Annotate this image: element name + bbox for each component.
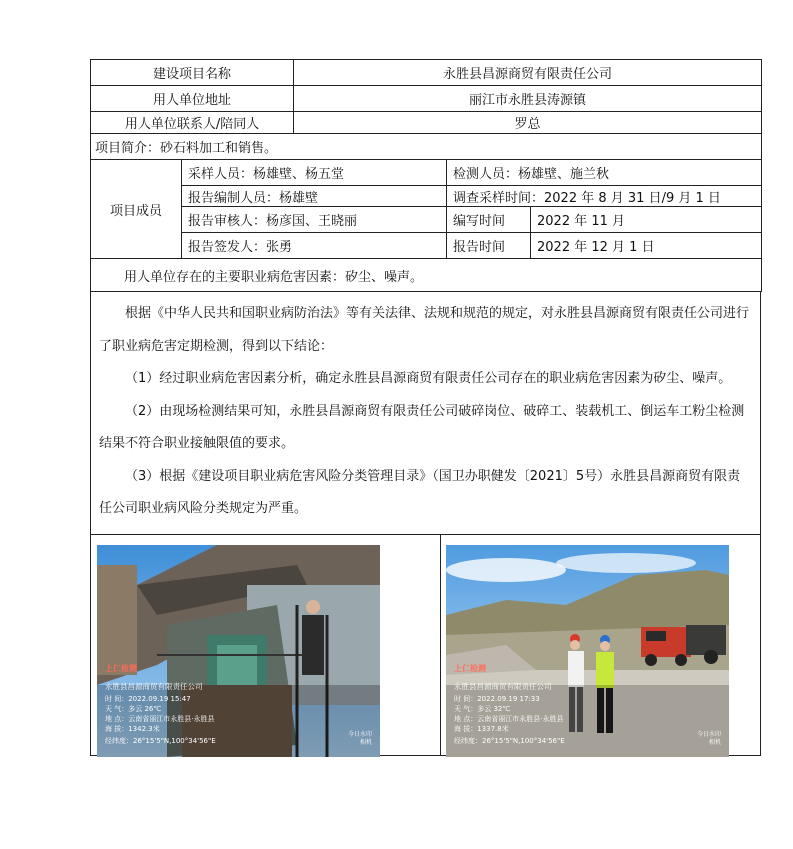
document (90, 59, 761, 756)
photo-1-time: 时 间：2022.09.19 15:47 (105, 694, 191, 703)
hazard-factors: 用人单位存在的主要职业病危害因素：矽尘、噪声。 (91, 259, 762, 292)
photo-2-brand: 上仁检测 (454, 663, 486, 673)
photo-2-company: 永胜县昌源商贸有限责任公司 (454, 681, 552, 691)
report-time-label: 报告时间 (447, 233, 531, 259)
signer: 报告签发人：张勇 (182, 233, 447, 259)
photo-2-altitude: 海 拔：1337.8米 (454, 724, 509, 733)
project-info-table (90, 59, 762, 292)
photo-2-watermark-line-2: 相机 (708, 738, 721, 746)
contact-value: 罗总 (294, 112, 762, 134)
contact-label: 用人单位联系人/陪同人 (91, 112, 294, 134)
photo-1-location: 地 点：云南省丽江市永胜县·永胜县 (105, 714, 215, 723)
tester: 检测人员：杨雄壁、施兰秋 (447, 160, 762, 186)
conclusion-item-2: （2）由现场检测结果可知，永胜县昌源商贸有限责任公司破碎岗位、破碎工、装载机工、倒运车工粉尘检测结果不符合职业接触限值的要求。 (99, 403, 745, 451)
project-name-value: 永胜县昌源商贸有限责任公司 (294, 60, 762, 86)
report-time-value: 2022 年 12 月 1 日 (531, 233, 762, 259)
conclusion-section (90, 292, 761, 535)
photo-2-weather: 天 气：多云 32℃ (454, 704, 511, 713)
photo-1-watermark (348, 731, 372, 747)
photo-2-time: 时 间：2022.09.19 17:33 (454, 694, 540, 703)
survey-time: 调查采样时间：2022 年 8 月 31 日/9 月 1 日 (447, 186, 762, 207)
members-label: 项目成员 (91, 160, 182, 259)
photo-2-watermark (697, 731, 721, 747)
photo-divider (440, 535, 441, 755)
address-label: 用人单位地址 (91, 86, 294, 112)
conclusion-item-3: （3）根据《建设项目职业病危害风险分类管理目录》（国卫办职健发〔2021〕5号）永胜县昌源商贸有限责任公司职业病风险分类规定为严重。 (99, 468, 741, 516)
site-photo-crusher (97, 545, 380, 757)
compile-time-label: 编写时间 (447, 207, 531, 233)
photo-1-altitude: 海 拔：1342.3米 (105, 724, 160, 733)
site-photo-quarry (446, 545, 729, 757)
photo-1-watermark-line-2: 相机 (359, 738, 372, 746)
photo-2-coords: 经纬度：26°15'5"N,100°34'56"E (454, 736, 565, 745)
site-photos (90, 535, 761, 756)
photo-2-watermark-line-1: 今日水印 (696, 730, 721, 738)
photo-1-company: 永胜县昌源商贸有限责任公司 (105, 681, 203, 691)
photo-1-watermark-line-1: 今日水印 (347, 730, 372, 738)
conclusion-intro: 根据《中华人民共和国职业病防治法》等有关法律、法规和规范的规定，对永胜县昌源商贸有限责任公司进行了职业病危害定期检测，得到以下结论： (99, 306, 750, 354)
report-editor: 报告编制人员：杨雄壁 (182, 186, 447, 207)
reviewer: 报告审核人：杨彦国、王晓丽 (182, 207, 447, 233)
sampler: 采样人员：杨雄壁、杨五堂 (182, 160, 447, 186)
photo-1-brand: 上仁检测 (105, 663, 137, 673)
compile-time-value: 2022 年 11 月 (531, 207, 762, 233)
photo-1-weather: 天 气：多云 26℃ (105, 704, 162, 713)
photo-2-location: 地 点：云南省丽江市永胜县·永胜县 (454, 714, 564, 723)
address-value: 丽江市永胜县涛源镇 (294, 86, 762, 112)
photo-1-coords: 经纬度：26°15'5"N,100°34'56"E (105, 736, 216, 745)
project-summary: 项目简介：砂石料加工和销售。 (91, 134, 762, 160)
conclusion-item-1: （1）经过职业病危害因素分析，确定永胜县昌源商贸有限责任公司存在的职业病危害因素为矽尘、噪声。 (125, 371, 732, 386)
project-name-label: 建设项目名称 (91, 60, 294, 86)
